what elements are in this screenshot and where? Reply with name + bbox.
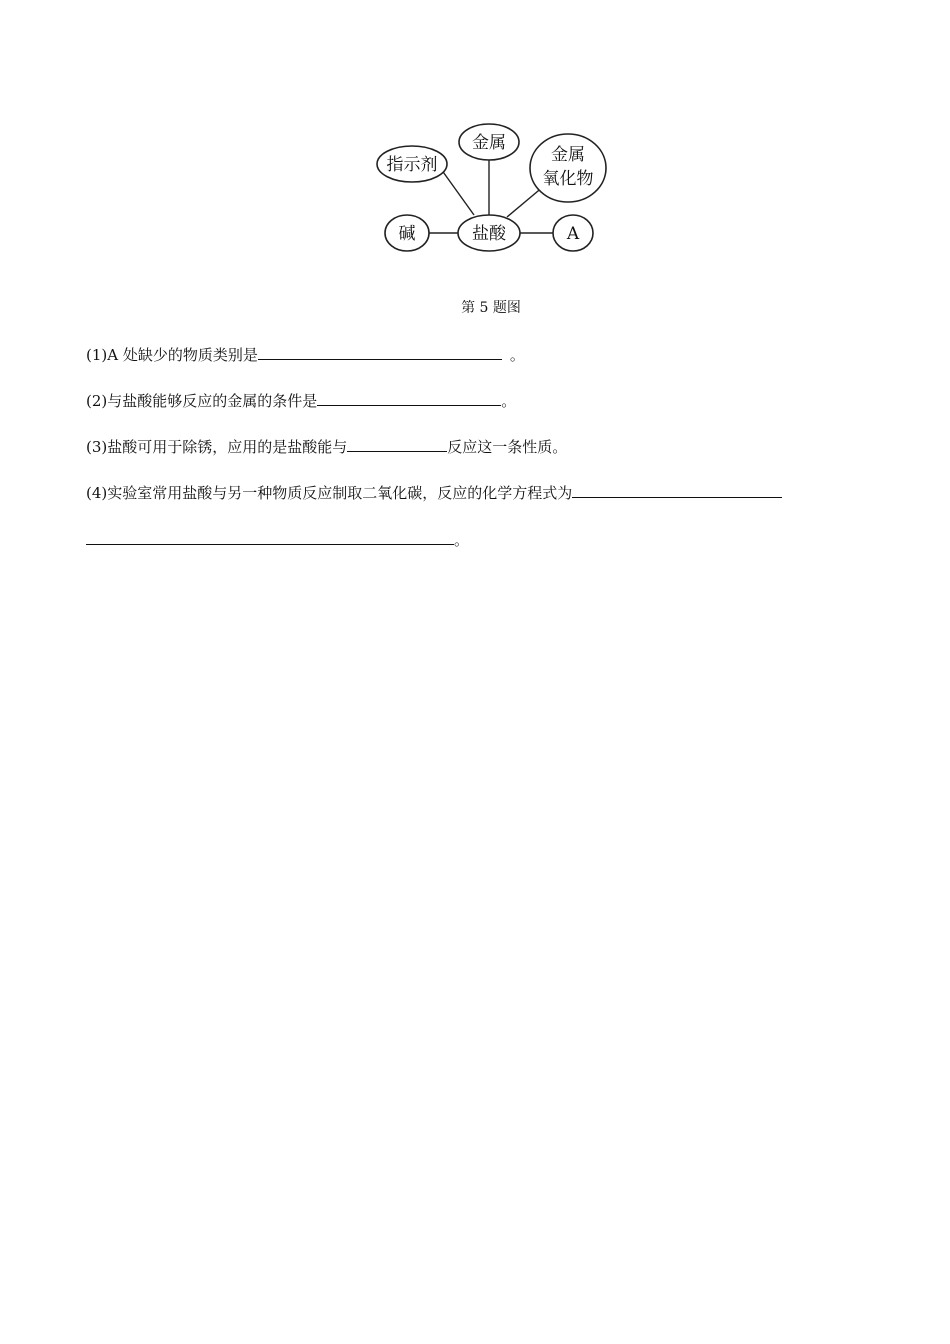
question-4 bbox=[86, 483, 782, 503]
question-2-end: 。 bbox=[501, 392, 517, 410]
node-a bbox=[553, 215, 593, 251]
answer-blank-2[interactable] bbox=[317, 391, 501, 406]
question-3 bbox=[86, 437, 567, 457]
node-indicator bbox=[377, 146, 447, 182]
figure-caption: 第 5 题图 bbox=[461, 300, 521, 316]
svg-text:金属: 金属 bbox=[472, 133, 506, 153]
connector-metal-oxide bbox=[507, 186, 544, 217]
svg-text:氧化物: 氧化物 bbox=[542, 169, 594, 189]
question-2 bbox=[86, 391, 516, 411]
answer-blank-4b[interactable] bbox=[86, 530, 454, 545]
question-4-end: 。 bbox=[454, 531, 470, 549]
question-2-text: (2)与盐酸能够反应的金属的条件是 bbox=[86, 392, 318, 410]
node-hydrochloric-acid bbox=[458, 215, 520, 251]
svg-text:指示剂: 指示剂 bbox=[386, 155, 438, 175]
node-base bbox=[385, 215, 429, 251]
node-metal-oxide bbox=[530, 134, 606, 202]
answer-blank-4a[interactable] bbox=[572, 483, 782, 498]
svg-text:盐酸: 盐酸 bbox=[472, 224, 506, 244]
question-3-text-after: 反应这一条性质。 bbox=[447, 438, 568, 456]
svg-text:金属: 金属 bbox=[551, 145, 585, 165]
answer-blank-3[interactable] bbox=[347, 437, 447, 452]
svg-text:A: A bbox=[566, 224, 580, 244]
connector-indicator bbox=[441, 169, 474, 215]
question-4-continuation bbox=[86, 530, 469, 550]
question-4-text: (4)实验室常用盐酸与另一种物质反应制取二氧化碳，反应的化学方程式为 bbox=[86, 484, 573, 502]
hydrochloric-acid-relationship-diagram bbox=[370, 118, 620, 258]
svg-text:碱: 碱 bbox=[398, 224, 416, 244]
answer-blank-1[interactable] bbox=[258, 345, 502, 360]
question-1-text: (1)A 处缺少的物质类别是 bbox=[86, 346, 258, 364]
node-metal bbox=[459, 124, 519, 160]
question-1-end: 。 bbox=[509, 346, 525, 364]
question-1 bbox=[86, 345, 525, 365]
question-3-text-before: (3)盐酸可用于除锈，应用的是盐酸能与 bbox=[86, 438, 348, 456]
